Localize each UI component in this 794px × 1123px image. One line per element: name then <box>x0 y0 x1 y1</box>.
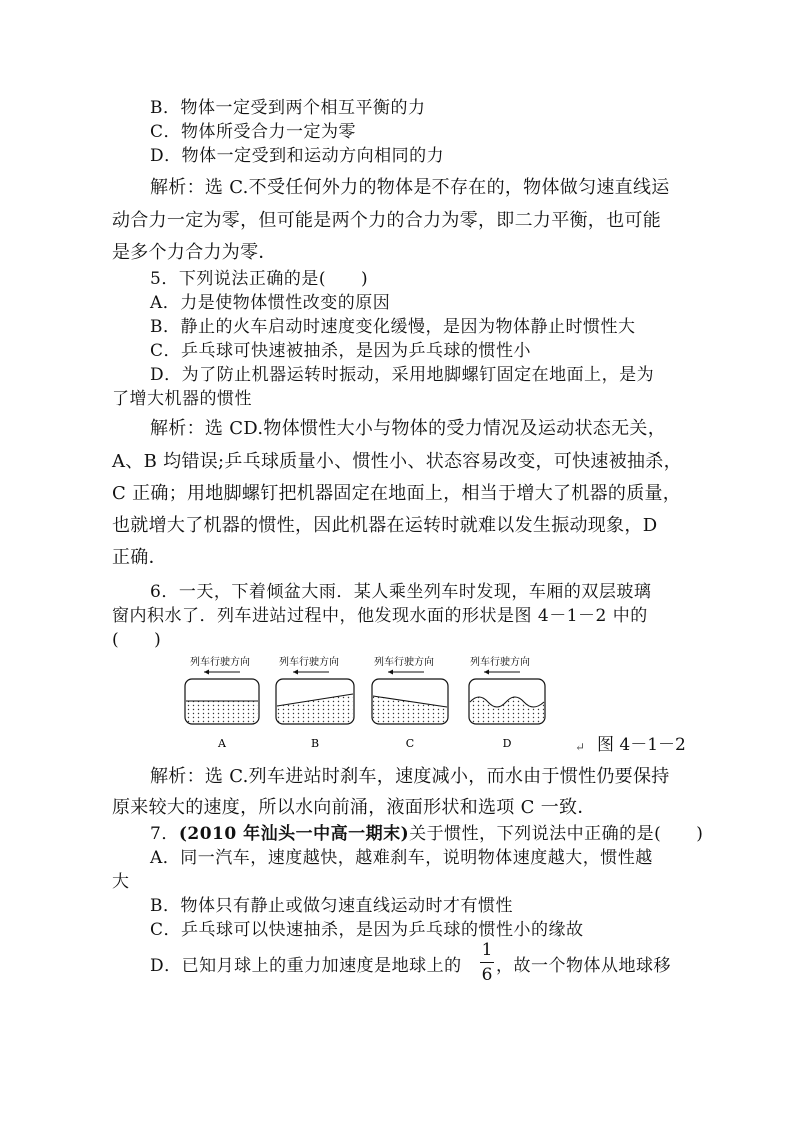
panel-label-c: C <box>405 737 415 750</box>
q6-analysis-line-1: 解析：选 C.列车进站时刹车，速度减小，而水由于惯性仍要保持 <box>150 766 670 787</box>
q7-stem-text: 关于惯性，下列说法中正确的是( ) <box>409 824 704 844</box>
q6-stem-line-3: ( ) <box>112 630 162 650</box>
q5-option-a: A．力是使物体惯性改变的原因 <box>150 293 391 313</box>
q5-stem: 5．下列说法正确的是( ) <box>150 269 369 289</box>
q5-analysis-line-3: C 正确；用地脚螺钉把机器固定在地面上，相当于增大了机器的质量， <box>112 483 682 504</box>
water-a <box>186 701 258 723</box>
direction-label-d: 列车行驶方向 <box>470 657 530 668</box>
direction-label-a: 列车行驶方向 <box>190 657 250 668</box>
figure-train-water-tanks <box>182 652 552 752</box>
q5-analysis-line-5: 正确． <box>112 547 167 568</box>
water-b <box>277 694 353 723</box>
return-mark: ↵ <box>575 740 586 754</box>
q6-analysis-line-2: 原来较大的速度，所以水向前涌，液面形状和选项 C 一致． <box>112 797 596 818</box>
panel-c <box>372 655 448 750</box>
panel-label-a: A <box>218 737 226 750</box>
fraction-bar <box>480 962 494 963</box>
water-c <box>373 696 447 723</box>
q7-source: (2010 年汕头一中高一期末) <box>178 824 410 844</box>
q5-analysis-line-1: 解析：选 CD.物体惯性大小与物体的受力情况及运动状态无关， <box>150 418 667 439</box>
q7-option-b: B．物体只有静止或做匀速直线运动时才有惯性 <box>150 896 513 916</box>
q5-option-d-line-2: 了增大机器的惯性 <box>112 389 252 409</box>
fraction-numerator: 1 <box>481 940 493 960</box>
q7-option-d-pre: D．已知月球上的重力加速度是地球上的 <box>150 956 462 976</box>
q5-analysis-line-4: 也就增大了机器的惯性，因此机器在运转时就难以发生振动现象，D <box>112 515 658 536</box>
q7-number: 7． <box>150 824 179 844</box>
q4-option-d: D．物体一定受到和运动方向相同的力 <box>150 146 445 166</box>
q4-option-b: B．物体一定受到两个相互平衡的力 <box>150 98 426 118</box>
direction-label-b: 列车行驶方向 <box>279 657 339 668</box>
q4-analysis-line-3: 是多个力合力为零． <box>112 242 277 263</box>
q4-analysis-line-1: 解析：选 C.不受任何外力的物体是不存在的，物体做匀速直线运 <box>150 177 670 198</box>
panel-label-d: D <box>502 737 512 750</box>
q5-analysis-line-2: A、B 均错误;乒乓球质量小、惯性小、状态容易改变，可快速被抽杀， <box>112 451 682 472</box>
panel-label-b: B <box>310 737 320 750</box>
panel-a <box>185 655 259 750</box>
q7-stem <box>150 823 703 845</box>
q7-option-a-line-2: 大 <box>112 872 130 892</box>
panel-d <box>469 655 545 750</box>
q7-option-c: C．乒乓球可以快速抽杀，是因为乒乓球的惯性小的缘故 <box>150 920 584 940</box>
q4-option-c: C．物体所受合力一定为零 <box>150 122 357 142</box>
direction-label-c: 列车行驶方向 <box>374 657 434 668</box>
panel-b <box>276 655 354 750</box>
q7-option-a-line-1: A．同一汽车，速度越快，越难刹车，说明物体速度越大，惯性越 <box>150 848 653 868</box>
q6-stem-line-1: 6．一天，下着倾盆大雨．某人乘坐列车时发现，车厢的双层玻璃 <box>150 582 652 602</box>
figure-caption: 图 4－1－2 <box>597 735 686 755</box>
fraction-denominator: 6 <box>481 965 493 985</box>
q5-option-c: C．乒乓球可快速被抽杀，是因为乒乓球的惯性小 <box>150 341 532 361</box>
q4-analysis-line-2: 动合力一定为零，但可能是两个力的合力为零，即二力平衡，也可能 <box>112 210 661 231</box>
q5-option-d-line-1: D．为了防止机器运转时振动，采用地脚螺钉固定在地面上，是为 <box>150 365 655 385</box>
q7-option-d-post: ，故一个物体从地球移 <box>496 956 671 976</box>
q6-stem-line-2: 窗内积水了．列车进站过程中，他发现水面的形状是图 4－1－2 中的 <box>112 606 648 626</box>
q5-option-b: B．静止的火车启动时速度变化缓慢，是因为物体静止时惯性大 <box>150 317 636 337</box>
